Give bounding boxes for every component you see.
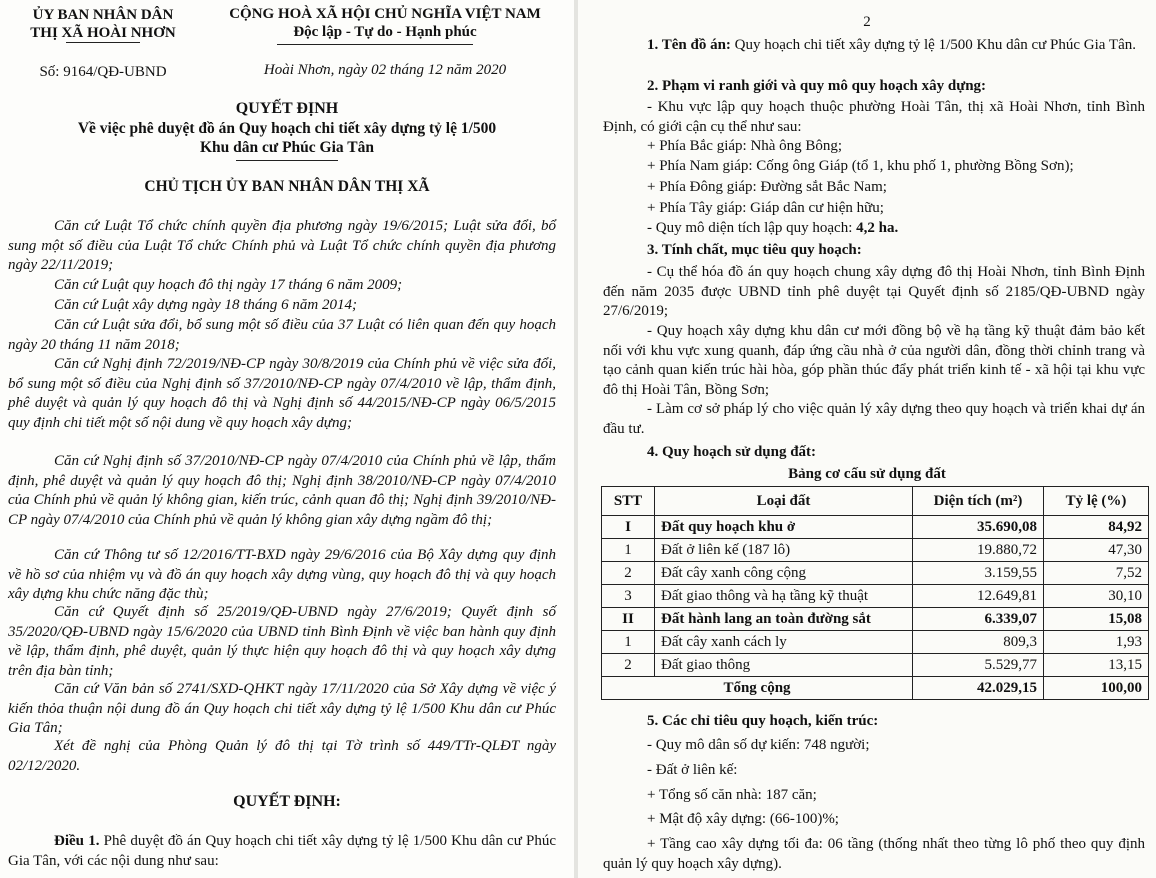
legal-basis-2: Căn cứ Luật quy hoạch đô thị ngày 17 tháng 6 năm 2009; [54, 277, 403, 293]
max-floors: + Tầng cao xây dựng tối đa: 06 tầng (thống nhất theo từng lô phố theo quy định quản lý quy hoạch xây dựng). [603, 836, 1145, 872]
planning-area-value: 4,2 ha. [856, 220, 899, 236]
section-2-heading: 2. Phạm vi ranh giới và quy mô quy hoạch xây dựng: [647, 78, 987, 94]
cell-stt: 3 [602, 585, 655, 608]
section-1-label: 1. Tên đồ án: [647, 37, 731, 53]
total-houses: + Tổng số căn nhà: 187 căn; [647, 787, 817, 803]
section-3-paragraph-1: - Cụ thể hóa đồ án quy hoạch chung xây dựng đô thị Hoài Nhơn, tỉnh Bình Định đến năm 2035 được UBND tỉnh phê duyệt tại Quyết định số 2185/QĐ-UBND ngày 27/6/2019; [603, 264, 1145, 319]
table-row [602, 562, 1149, 585]
header-land-type: Loại đất [655, 487, 913, 516]
authority-line-2: THỊ XÃ HOÀI NHƠN [30, 25, 176, 41]
table-row [602, 516, 1149, 539]
cell-land-type: Đất giao thông và hạ tầng kỹ thuật [655, 585, 913, 608]
document-type: QUYẾT ĐỊNH [235, 100, 339, 117]
boundary-north: + Phía Bắc giáp: Nhà ông Bông; [647, 138, 843, 154]
place-date: Hoài Nhơn, ngày 02 tháng 12 năm 2020 [263, 62, 507, 78]
cell-land-type: Đất quy hoạch khu ở [655, 516, 913, 539]
cell-area: 5.529,77 [913, 654, 1044, 677]
building-density: + Mật độ xây dựng: (66-100)%; [647, 811, 839, 827]
legal-basis-1: Căn cứ Luật Tổ chức chính quyền địa phương ngày 19/6/2015; Luật sửa đổi, bổ sung một số điều của Luật Tổ chức Chính phủ và Luật Tổ chức chính quyền địa phương ngày 22/11/2019; [8, 218, 556, 273]
cell-ratio: 1,93 [1044, 631, 1149, 654]
table-caption: Bảng cơ cấu sử dụng đất [788, 466, 946, 482]
subject-rule [236, 160, 338, 161]
document-number: Số: 9164/QĐ-UBND [39, 64, 167, 80]
cell-area: 809,3 [913, 631, 1044, 654]
cell-stt: 2 [602, 654, 655, 677]
legal-basis-6: Căn cứ Nghị định số 37/2010/NĐ-CP ngày 07/4/2010 của Chính phủ về lập, thẩm định, phê duyệt và quản lý quy hoạch đô thị; Nghị định 38/2010/NĐ-CP ngày 07/4/2010 của Chính phủ về quản lý không gian, kiến trúc, cảnh quan đô thị; Nghị định 39/2010/NĐ-CP ngày 07/4/2010 của Chính phủ về quản lý không gian xây dựng ngầm đô thị; [8, 453, 556, 528]
national-motto: Độc lập - Tự do - Hạnh phúc [293, 24, 477, 40]
legal-basis-8: Căn cứ Quyết định số 25/2019/QĐ-UBND ngày 27/6/2019; Quyết định số 35/2020/QĐ-UBND ngày 15/6/2020 của UBND tỉnh Bình Định về việc ban hành quy định về lập, thẩm định, phê duyệt, quản lý thực hiện quy hoạch đô thị và quy hoạch xây dựng trên địa bàn tỉnh; [8, 604, 556, 679]
cell-stt: 2 [602, 562, 655, 585]
section-1 [603, 36, 1145, 56]
section-3-heading: 3. Tính chất, mục tiêu quy hoạch: [647, 242, 862, 258]
section-1-text: Quy hoạch chi tiết xây dựng tỷ lệ 1/500 Khu dân cư Phúc Gia Tân. [730, 37, 1136, 53]
cell-ratio: 84,92 [1044, 516, 1149, 539]
boundary-west: + Phía Tây giáp: Giáp dân cư hiện hữu; [647, 200, 884, 216]
cell-area: 6.339,07 [913, 608, 1044, 631]
section-4-heading: 4. Quy hoạch sử dụng đất: [647, 444, 817, 460]
cell-land-type: Đất giao thông [655, 654, 913, 677]
legal-basis-9: Căn cứ Văn bản số 2741/SXD-QHKT ngày 17/11/2020 của Sở Xây dựng về việc ý kiến thỏa thuận nội dung đồ án Quy hoạch chi tiết xây dựng tỷ lệ 1/500 Khu dân cư Phúc Gia Tân; [8, 681, 556, 736]
table-row [602, 585, 1149, 608]
legal-basis-7: Căn cứ Thông tư số 12/2016/TT-BXD ngày 29/6/2016 của Bộ Xây dựng quy định về hồ sơ của nhiệm vụ và đồ án quy hoạch xây dựng vùng, quy hoạch đô thị và quy hoạch xây dựng khu chức năng đặc thù; [8, 547, 556, 602]
cell-land-type: Đất cây xanh cách ly [655, 631, 913, 654]
land-use-table [601, 486, 1149, 700]
header-area: Diện tích (m²) [913, 487, 1044, 516]
section-2-intro: - Khu vực lập quy hoạch thuộc phường Hoài Tân, thị xã Hoài Nhơn, tỉnh Bình Định, có giới cận cụ thể như sau: [603, 99, 1145, 135]
article-1-text: Phê duyệt đồ án Quy hoạch chi tiết xây dựng tỷ lệ 1/500 Khu dân cư Phúc Gia Tân, với các nội dung như sau: [8, 833, 557, 869]
motto-rule [277, 44, 473, 45]
article-1 [8, 832, 556, 871]
authority-line-1: ỦY BAN NHÂN DÂN [32, 7, 174, 23]
total-area: 42.029,15 [913, 677, 1044, 700]
legal-basis-3: Căn cứ Luật xây dựng ngày 18 tháng 6 năm 2014; [54, 297, 358, 313]
cell-land-type: Đất hành lang an toàn đường sắt [655, 608, 913, 631]
total-ratio: 100,00 [1044, 677, 1149, 700]
cell-ratio: 7,52 [1044, 562, 1149, 585]
boundary-south: + Phía Nam giáp: Cống ông Giáp (tổ 1, khu phố 1, phường Bồng Sơn); [647, 158, 1074, 174]
cell-stt: 1 [602, 539, 655, 562]
document-page-1 [0, 0, 574, 878]
legal-basis-4: Căn cứ Luật sửa đổi, bổ sung một số điều của 37 Luật có liên quan đến quy hoạch ngày 20 tháng 11 năm 2018; [8, 317, 556, 353]
cell-ratio: 30,10 [1044, 585, 1149, 608]
page-number: 2 [863, 14, 871, 30]
header-ratio: Tỷ lệ (%) [1044, 487, 1149, 516]
table-header-row [602, 487, 1149, 516]
document-page-2 [578, 0, 1156, 878]
cell-stt: II [602, 608, 655, 631]
cell-ratio: 15,08 [1044, 608, 1149, 631]
cell-ratio: 13,15 [1044, 654, 1149, 677]
national-title: CỘNG HOÀ XÃ HỘI CHỦ NGHĨA VIỆT NAM [229, 6, 541, 22]
issuing-authority [8, 6, 198, 42]
cell-area: 35.690,08 [913, 516, 1044, 539]
section-3-paragraph-2: - Quy hoạch xây dựng khu dân cư mới đồng bộ về hạ tầng kỹ thuật đảm bảo kết nối với khu vực xung quanh, đáp ứng cầu nhà ở của người dân, đồng thời chỉnh trang và tạo cảnh quan kiến trúc hài hòa, góp phần thúc đẩy phát triển kinh tế - xã hội tại khu vực đô thị Hoài Tân, Bồng Sơn; [603, 323, 1145, 398]
subject-line-1: Về việc phê duyệt đồ án Quy hoạch chi tiết xây dựng tỷ lệ 1/500 [77, 120, 497, 137]
cell-stt: 1 [602, 631, 655, 654]
total-label: Tổng cộng [602, 677, 913, 700]
table-row [602, 608, 1149, 631]
planning-area [647, 220, 898, 237]
population-scale: - Quy mô dân số dự kiến: 748 người; [647, 737, 870, 753]
cell-stt: I [602, 516, 655, 539]
cell-ratio: 47,30 [1044, 539, 1149, 562]
header-stt: STT [602, 487, 655, 516]
cell-land-type: Đất cây xanh công cộng [655, 562, 913, 585]
cell-area: 19.880,72 [913, 539, 1044, 562]
article-1-label: Điều 1. [54, 833, 100, 849]
table-row [602, 654, 1149, 677]
decision-heading: QUYẾT ĐỊNH: [233, 793, 341, 810]
issuer-title: CHỦ TỊCH ỦY BAN NHÂN DÂN THỊ XÃ [144, 178, 430, 195]
planning-area-label: - Quy mô diện tích lập quy hoạch: [647, 220, 857, 236]
table-row [602, 539, 1149, 562]
subject-line-2: Khu dân cư Phúc Gia Tân [200, 139, 374, 156]
boundary-east: + Phía Đông giáp: Đường sắt Bắc Nam; [647, 179, 887, 195]
cell-land-type: Đất ở liên kế (187 lô) [655, 539, 913, 562]
cell-area: 12.649,81 [913, 585, 1044, 608]
table-row [602, 631, 1149, 654]
proposal-basis: Xét đề nghị của Phòng Quản lý đô thị tại Tờ trình số 449/TTr-QLĐT ngày 02/12/2020. [8, 738, 556, 774]
table-total-row [602, 677, 1149, 700]
row-housing-land: - Đất ở liên kế: [647, 762, 738, 778]
legal-basis-5: Căn cứ Nghị định 72/2019/NĐ-CP ngày 30/8/2019 của Chính phủ về việc sửa đổi, bổ sung một số điều của Nghị định số 37/2010/NĐ-CP ngày 07/4/2010 về lập, thẩm định, phê duyệt và quản lý quy hoạch đô thị và Nghị định số 44/2015/NĐ-CP ngày 06/5/2015 quy định chi tiết một số nội dung về quy hoạch xây dựng; [8, 356, 556, 431]
authority-rule [66, 42, 140, 43]
section-3-paragraph-3: - Làm cơ sở pháp lý cho việc quản lý xây dựng theo quy hoạch và triển khai dự án đầu tư. [603, 401, 1145, 437]
section-5-heading: 5. Các chỉ tiêu quy hoạch, kiến trúc: [647, 713, 879, 729]
cell-area: 3.159,55 [913, 562, 1044, 585]
